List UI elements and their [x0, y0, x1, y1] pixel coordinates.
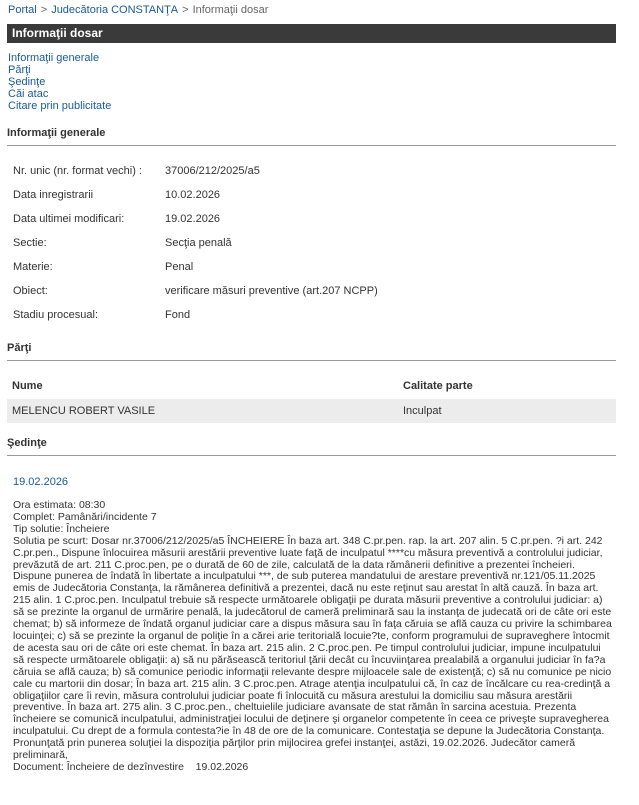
- breadcrumb-current: Informaţii dosar: [192, 4, 269, 16]
- info-label: Obiect:: [13, 285, 48, 297]
- breadcrumb-court-link[interactable]: Judecătoria CONSTANŢA: [51, 4, 179, 16]
- hearing-time: Ora estimata: 08:30: [13, 499, 106, 511]
- party-name: MELENCU ROBERT VASILE: [12, 405, 156, 417]
- breadcrumb-separator: >: [182, 4, 189, 16]
- nav-informatii-generale[interactable]: Informaţii generale: [8, 52, 100, 64]
- table-row: [7, 399, 616, 423]
- hearing-document: Document: Încheiere de dezînvestire 19.02.2026: [13, 760, 249, 773]
- column-header-role: Calitate parte: [403, 380, 473, 392]
- party-role: Inculpat: [403, 405, 442, 417]
- solution-type: Tip solutie: Încheiere: [13, 522, 110, 535]
- info-label: Nr. unic (nr. format vechi) :: [13, 165, 142, 177]
- info-label: Sectie:: [13, 237, 47, 249]
- nav-cai-atac[interactable]: Căi atac: [8, 88, 49, 100]
- section-title-parti: Părţi: [7, 342, 616, 361]
- section-title-general: Informaţii generale: [7, 127, 616, 146]
- breadcrumb: [8, 4, 268, 16]
- page-title: Informaţii dosar: [7, 24, 616, 43]
- info-label: Data inregistrarii: [13, 189, 94, 201]
- info-value: 10.02.2026: [165, 189, 221, 201]
- section-title-sedinte: Şedinţe: [7, 437, 616, 456]
- info-value: Secţia penală: [165, 237, 232, 249]
- nav-sedinte[interactable]: Şedinţe: [8, 76, 46, 88]
- info-label: Stadiu procesual:: [13, 309, 98, 321]
- hearing-details: [13, 500, 613, 774]
- info-value: verificare măsuri preventive (art.207 NCPP): [165, 285, 378, 297]
- info-label: Data ultimei modificari:: [13, 213, 125, 225]
- nav-citare-publicitate[interactable]: Citare prin publicitate: [8, 100, 112, 112]
- info-label: Materie:: [13, 261, 53, 273]
- hearing-panel: Complet: Pamânări/incidente 7: [13, 510, 157, 523]
- hearing-date: 19.02.2026: [13, 476, 69, 488]
- nav-parti[interactable]: Părţi: [8, 64, 31, 76]
- info-value: Fond: [165, 309, 191, 321]
- info-value: Penal: [165, 261, 194, 273]
- info-value: 37006/212/2025/a5: [165, 165, 260, 177]
- solution-summary: Solutia pe scurt: Dosar nr.37006/212/2025/a5 ÎNCHEIERE În baza art. 348 C.pr.pen. rap. la art. 207 alin. 5 C.pr.pen. ?i art. 242 C.pr.pen., Dispune înlocuirea măsurii arestării preventive luate faţă de inculpatul ****cu măsura preventivă a controlului judiciar, prevăzută de art. 211 C.proc.pen, pe o durată de 60 de zile, calculată de la data rămânerii definitive a prezentei încheieri. Dispune punerea de îndată în libertate a inculpatului ***, de sub puterea mandatului de arestare preventivă nr.121/05.11.2025 emis de Judecătoria Constanţa, la rămânerea definitivă a prezentei, dacă nu este reţinut sau arestat în altă cauză. În baza art. 215 alin. 1 C.proc.pen. Inculpatul trebuie să respecte următoarele obligaţii pe durata măsurii preventive a controlului judiciar: a) să se prezinte la organul de urmărire penală, la judecătorul de cameră preliminară sau la instanţa de judecată ori de câte ori este chemat; b) să informeze de îndată organul judiciar care a dispus măsura sau în faţa căruia se află cauza cu privire la schimbarea locuinţei; c) să se prezinte la organul de poliţie în a cărei arie teritorială locuie?te, conform programului de supraveghere întocmit de acesta sau ori de câte ori este chemat. În baza art. 215 alin. 2 C.proc.pen. Pe timpul controlului judiciar, impune inculpatului să respecte următoarele obligaţii: a) să nu părăsească teritoriul ţării decât cu încuviinţarea prealabilă a organului judiciar în fa?a căruia se află cauza; b) să comunice periodic informaţii relevante despre mijloacele sale de existenţă; c) să nu comunice pe nicio cale cu martorii din dosar; În baza art. 215 alin. 3 C.proc.pen. Atrage atenţia inculpatului că, în caz de încălcare cu rea-credinţă a obligaţiilor care îi revin, măsura controlului judiciar poate fi înlocuită cu măsura arestului la domiciliu sau măsura arestării preventive. În baza art. 275 alin. 3 C.proc.pen., cheltuielile judiciare avansate de stat rămân în sarcina acestuia. Prezenta încheiere se comunică inculpatului, administraţiei locului de deţinere şi organelor competente în ceea ce priveşte supravegherea inculpatului. Cu drept de a formula contesta?ie în 48 de ore de la comunicare. Contestaţia se depune la Judecătoria Constanţa. Pronunţată prin punerea soluţiei la dispoziţia părţilor prin mijlocirea grefei instanţei, astăzi, 19.02.2026. Judecător cameră preliminară,: [13, 534, 612, 762]
- breadcrumb-portal-link[interactable]: Portal: [8, 4, 37, 16]
- section-nav: [8, 52, 111, 112]
- info-value: 19.02.2026: [165, 213, 221, 225]
- breadcrumb-separator: >: [40, 4, 48, 16]
- parti-table-header: [7, 375, 616, 397]
- column-header-name: Nume: [12, 380, 43, 392]
